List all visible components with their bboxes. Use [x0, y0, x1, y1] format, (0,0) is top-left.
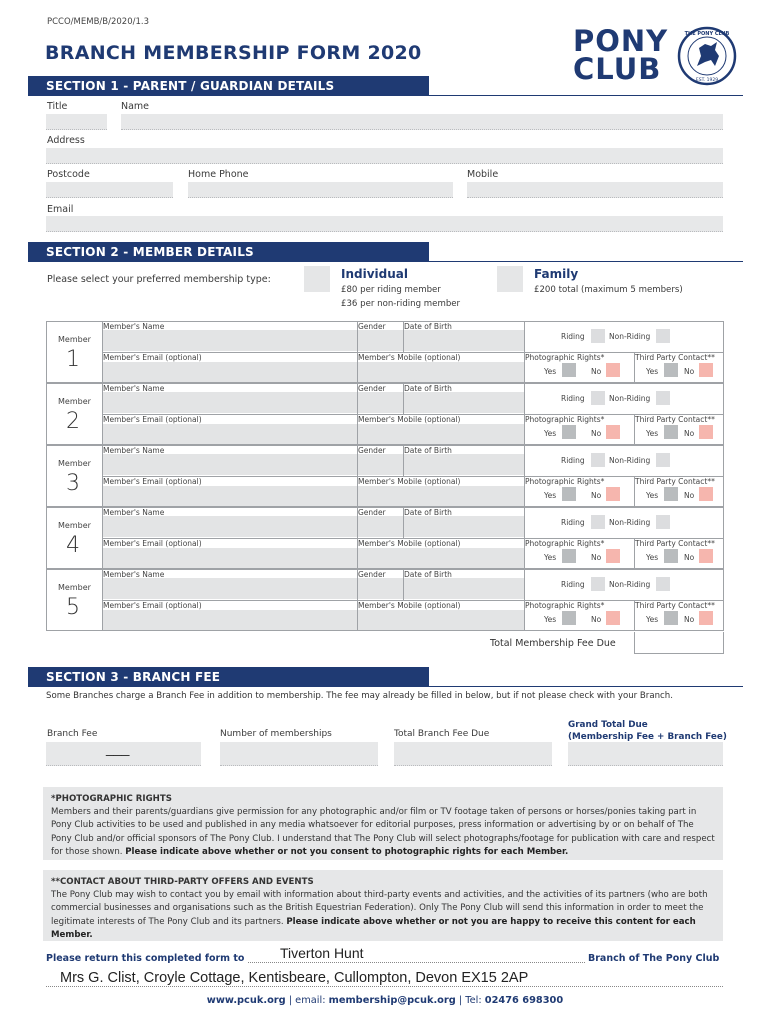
member-3-photo-yes-label: Yes: [544, 491, 557, 500]
member-2-mobile-field[interactable]: [357, 424, 524, 444]
member-1-gender-field[interactable]: [357, 330, 403, 351]
member-2-dob-label: Date of Birth: [404, 384, 452, 393]
member-1-riding-checkbox[interactable]: [591, 329, 605, 343]
member-4-label: Member: [58, 521, 91, 530]
address-field[interactable]: [46, 148, 723, 164]
num-memberships-label: Number of memberships: [220, 729, 332, 739]
badge-text: THE PONY CLUB: [684, 31, 730, 37]
member-1-photo-label: Photographic Rights*: [525, 353, 605, 362]
member-2-gender-label: Gender: [358, 384, 386, 393]
member-3-third-no-label: No: [684, 491, 695, 500]
photographic-rights-note: [43, 787, 723, 860]
home-phone-field[interactable]: [188, 182, 453, 198]
member-4-photo-no-checkbox[interactable]: [606, 549, 620, 563]
third-party-bold: Please indicate above whether or not you are happy to receive this content for each Member.: [51, 916, 696, 940]
member-5-mobile-label: Member's Mobile (optional): [358, 601, 461, 610]
member-2-mobile-label: Member's Mobile (optional): [358, 415, 461, 424]
member-4-third-yes-label: Yes: [646, 553, 659, 562]
member-1-name-field[interactable]: [102, 330, 357, 351]
grand-total-label: [568, 720, 727, 743]
section3-heading: SECTION 3 - BRANCH FEE: [28, 667, 429, 687]
member-2-nonriding-checkbox[interactable]: [656, 391, 670, 405]
total-branch-fee-label: Total Branch Fee Due: [394, 729, 490, 739]
total-membership-fee-label: Total Membership Fee Due: [490, 638, 616, 649]
section3-rule: [28, 686, 743, 687]
member-2-photo-yes-label: Yes: [544, 429, 557, 438]
member-2-email-label: Member's Email (optional): [103, 415, 202, 424]
member-5-mobile-field[interactable]: [357, 610, 524, 630]
member-2-third-label: Third Party Contact**: [635, 415, 715, 424]
member-5-photo-yes-label: Yes: [544, 615, 557, 624]
member-4-riding-label: Riding: [561, 518, 585, 527]
member-3-third-yes-checkbox[interactable]: [664, 487, 678, 501]
member-5-name-field[interactable]: [102, 578, 357, 599]
member-1-email-label: Member's Email (optional): [103, 353, 202, 362]
member-4-number: 4: [66, 533, 80, 558]
member-1-third-yes-checkbox[interactable]: [664, 363, 678, 377]
individual-label: Individual: [341, 267, 408, 281]
member-5-third-yes-label: Yes: [646, 615, 659, 624]
family-price: £200 total (maximum 5 members): [534, 285, 683, 295]
member-table-right-edge: [723, 321, 724, 631]
member-1-riding-label: Riding: [561, 332, 585, 341]
num-memberships-field[interactable]: [220, 742, 378, 766]
member-3-photo-yes-checkbox[interactable]: [562, 487, 576, 501]
member-3-name-field[interactable]: [102, 454, 357, 475]
member-3-mobile-label: Member's Mobile (optional): [358, 477, 461, 486]
member-1-third-label: Third Party Contact**: [635, 353, 715, 362]
member-2-nonriding-label: Non-Riding: [609, 394, 651, 403]
member-2-gender-field[interactable]: [357, 392, 403, 413]
name-field[interactable]: [121, 114, 723, 130]
total-membership-fee-field[interactable]: [634, 632, 724, 654]
third-party-body: [51, 889, 715, 942]
photographic-rights-heading: *PHOTOGRAPHIC RIGHTS: [51, 794, 172, 804]
footer-sep2: | Tel:: [455, 995, 485, 1006]
member-5-third-label: Third Party Contact**: [635, 601, 715, 610]
member-3-photo-no-checkbox[interactable]: [606, 487, 620, 501]
member-2-photo-yes-checkbox[interactable]: [562, 425, 576, 439]
page-title: BRANCH MEMBERSHIP FORM 2020: [45, 42, 422, 64]
member-5-riding-checkbox[interactable]: [591, 577, 605, 591]
member-1-photo-yes-label: Yes: [544, 367, 557, 376]
home-phone-label: Home Phone: [188, 169, 249, 180]
member-5-dob-field[interactable]: [403, 578, 524, 599]
member-1-photo-yes-checkbox[interactable]: [562, 363, 576, 377]
member-5-third-yes-checkbox[interactable]: [664, 611, 678, 625]
member-3-nonriding-checkbox[interactable]: [656, 453, 670, 467]
member-4-nonriding-label: Non-Riding: [609, 518, 651, 527]
member-4-photo-yes-checkbox[interactable]: [562, 549, 576, 563]
member-4-third-yes-checkbox[interactable]: [664, 549, 678, 563]
postcode-field[interactable]: [46, 182, 173, 198]
member-3-third-label: Third Party Contact**: [635, 477, 715, 486]
member-1-label: Member: [58, 335, 91, 344]
member-1-dob-field[interactable]: [403, 330, 524, 351]
branch-fee-value: ___: [106, 740, 130, 756]
member-5-email-label: Member's Email (optional): [103, 601, 202, 610]
member-3-photo-label: Photographic Rights*: [525, 477, 605, 486]
member-4-riding-checkbox[interactable]: [591, 515, 605, 529]
member-5-photo-no-label: No: [591, 615, 602, 624]
member-1-nonriding-checkbox[interactable]: [656, 329, 670, 343]
postcode-label: Postcode: [47, 169, 90, 180]
individual-price-nonriding: £36 per non-riding member: [341, 299, 461, 309]
branch-fee-label: Branch Fee: [47, 729, 98, 739]
member-2-name-label: Member's Name: [103, 384, 165, 393]
member-1-name-label: Member's Name: [103, 322, 165, 331]
member-4-third-no-checkbox[interactable]: [699, 549, 713, 563]
branch-fee-field[interactable]: [46, 742, 201, 766]
photographic-rights-text: Members and their parents/guardians give permission for any photographic and/or film or TV footage taken of persons or horses/ponies taking part in Pony Club activities to be used and published in any media whatsoever for editorial purposes, press information or advertising by or on behalf of The Pony Club and/or official sponsors of The Pony Club. I understand that The Pony Club will select photographs/footage for publication with care and respect for those shown.: [51, 807, 715, 857]
member-2-third-yes-checkbox[interactable]: [664, 425, 678, 439]
branch-name-line: [248, 962, 585, 963]
member-5-third-no-label: No: [684, 615, 695, 624]
member-4-email-field[interactable]: [102, 548, 357, 568]
member-2-label: Member: [58, 397, 91, 406]
member-2-number: 2: [66, 409, 80, 434]
email-field[interactable]: [46, 216, 723, 232]
member-3-mobile-field[interactable]: [357, 486, 524, 506]
member-1-gender-label: Gender: [358, 322, 386, 331]
member-3-riding-label: Riding: [561, 456, 585, 465]
member-5-photo-label: Photographic Rights*: [525, 601, 605, 610]
member-4-nonriding-checkbox[interactable]: [656, 515, 670, 529]
member-2-third-no-checkbox[interactable]: [699, 425, 713, 439]
section2-rule: [28, 261, 743, 262]
pony-club-logo: [570, 26, 740, 86]
member-5-gender-field[interactable]: [357, 578, 403, 599]
member-2-email-field[interactable]: [102, 424, 357, 444]
member-3-label: Member: [58, 459, 91, 468]
photographic-rights-bold: Please indicate above whether or not you consent to photographic rights for each Member.: [125, 846, 569, 857]
footer-tel: 02476 698300: [484, 995, 564, 1006]
member-3-gender-field[interactable]: [357, 454, 403, 475]
grand-total-line2: (Membership Fee + Branch Fee): [568, 731, 727, 742]
member-2-name-field[interactable]: [102, 392, 357, 413]
member-1-photo-no-label: No: [591, 367, 602, 376]
member-5-nonriding-checkbox[interactable]: [656, 577, 670, 591]
name-label: Name: [121, 101, 150, 112]
third-party-note: [43, 870, 723, 941]
member-3-nonriding-label: Non-Riding: [609, 456, 651, 465]
member-5-gender-label: Gender: [358, 570, 386, 579]
member-4-third-no-label: No: [684, 553, 695, 562]
member-3-photo-no-label: No: [591, 491, 602, 500]
third-party-text: The Pony Club may wish to contact you by email with information about third-party events and activities, and the activities of its partners (who are both commercial businesses and organisations such as the British Equestrian Federation). Only The Pony Club will send this information in order to meet the legitimate interests of The Pony Club and its partners.: [51, 890, 708, 927]
member-3-number: 3: [66, 471, 80, 496]
member-5-number: 5: [66, 595, 80, 620]
individual-price-riding: £80 per riding member: [341, 285, 441, 295]
member-2-dob-field[interactable]: [403, 392, 524, 413]
member-4-photo-no-label: No: [591, 553, 602, 562]
member-1-third-no-checkbox[interactable]: [699, 363, 713, 377]
member-2-third-yes-label: Yes: [646, 429, 659, 438]
photographic-rights-body: [51, 806, 715, 859]
footer-email-link[interactable]: membership@pcuk.org: [328, 995, 456, 1006]
mobile-label: Mobile: [467, 169, 499, 180]
member-5-third-no-checkbox[interactable]: [699, 611, 713, 625]
member-1-photo-no-checkbox[interactable]: [606, 363, 620, 377]
logo-text-club: CLUB: [573, 52, 662, 86]
member-1-third-no-label: No: [684, 367, 695, 376]
member-4-gender-field[interactable]: [357, 516, 403, 537]
member-5-riding-label: Riding: [561, 580, 585, 589]
logo-text-pony: PONY: [573, 24, 669, 58]
member-4-email-label: Member's Email (optional): [103, 539, 202, 548]
member-3-gender-label: Gender: [358, 446, 386, 455]
member-4-name-label: Member's Name: [103, 508, 165, 517]
title-field[interactable]: [46, 114, 107, 130]
member-5-dob-label: Date of Birth: [404, 570, 452, 579]
member-3-name-label: Member's Name: [103, 446, 165, 455]
member-4-photo-yes-label: Yes: [544, 553, 557, 562]
section1-heading: SECTION 1 - PARENT / GUARDIAN DETAILS: [28, 76, 429, 96]
family-checkbox[interactable]: [497, 266, 523, 292]
member-4-third-label: Third Party Contact**: [635, 539, 715, 548]
member-3-riding-checkbox[interactable]: [591, 453, 605, 467]
member-1-number: 1: [66, 347, 80, 372]
member-2-photo-no-label: No: [591, 429, 602, 438]
email-label: Email: [47, 204, 74, 215]
pony-club-badge-icon: [677, 26, 737, 86]
member-4-dob-label: Date of Birth: [404, 508, 452, 517]
member-4-name-field[interactable]: [102, 516, 357, 537]
doc-code: PCCO/MEMB/B/2020/1.3: [47, 17, 149, 27]
member-1-dob-label: Date of Birth: [404, 322, 452, 331]
family-label: Family: [534, 267, 579, 281]
member-table: [46, 321, 724, 631]
member-5-name-label: Member's Name: [103, 570, 165, 579]
member-3-email-field[interactable]: [102, 486, 357, 506]
member-1-email-field[interactable]: [102, 362, 357, 382]
third-party-heading: **CONTACT ABOUT THIRD-PARTY OFFERS AND EVENTS: [51, 877, 314, 887]
member-3-third-yes-label: Yes: [646, 491, 659, 500]
section2-heading: SECTION 2 - MEMBER DETAILS: [28, 242, 429, 262]
member-5-photo-no-checkbox[interactable]: [606, 611, 620, 625]
grand-total-field[interactable]: [568, 742, 723, 766]
membership-type-prompt: Please select your preferred membership type:: [47, 274, 271, 285]
member-3-dob-label: Date of Birth: [404, 446, 452, 455]
return-label: Please return this completed form to: [46, 953, 245, 964]
member-4-gender-label: Gender: [358, 508, 386, 517]
member-3-email-label: Member's Email (optional): [103, 477, 202, 486]
footer-sep1: | email:: [285, 995, 329, 1006]
section1-rule: [28, 95, 743, 96]
mobile-field[interactable]: [467, 182, 723, 198]
footer-web-link[interactable]: www.pcuk.org: [206, 995, 286, 1006]
grand-total-line1: Grand Total Due: [568, 720, 648, 730]
return-address-value[interactable]: Mrs G. Clist, Croyle Cottage, Kentisbeare, Cullompton, Devon EX15 2AP: [60, 970, 529, 986]
total-branch-fee-field[interactable]: [394, 742, 552, 766]
address-line: [46, 986, 723, 987]
member-5-photo-yes-checkbox[interactable]: [562, 611, 576, 625]
title-label: Title: [47, 101, 68, 112]
member-3-third-no-checkbox[interactable]: [699, 487, 713, 501]
member-4-photo-label: Photographic Rights*: [525, 539, 605, 548]
member-2-third-no-label: No: [684, 429, 695, 438]
member-1-nonriding-label: Non-Riding: [609, 332, 651, 341]
member-1-mobile-field[interactable]: [357, 362, 524, 382]
member-5-nonriding-label: Non-Riding: [609, 580, 651, 589]
member-1-third-yes-label: Yes: [646, 367, 659, 376]
badge-year: EST. 1929: [695, 78, 719, 83]
address-label: Address: [47, 135, 85, 146]
individual-checkbox[interactable]: [304, 266, 330, 292]
branch-fee-intro: Some Branches charge a Branch Fee in addition to membership. The fee may already be filled in below, but if not please check with your Branch.: [46, 691, 673, 701]
member-2-riding-label: Riding: [561, 394, 585, 403]
member-2-photo-no-checkbox[interactable]: [606, 425, 620, 439]
footer: [0, 995, 770, 1006]
branch-suffix: Branch of The Pony Club: [588, 953, 720, 964]
member-4-mobile-field[interactable]: [357, 548, 524, 568]
member-2-riding-checkbox[interactable]: [591, 391, 605, 405]
member-1-mobile-label: Member's Mobile (optional): [358, 353, 461, 362]
member-3-dob-field[interactable]: [403, 454, 524, 475]
member-2-photo-label: Photographic Rights*: [525, 415, 605, 424]
member-5-label: Member: [58, 583, 91, 592]
member-4-mobile-label: Member's Mobile (optional): [358, 539, 461, 548]
branch-name-value[interactable]: Tiverton Hunt: [280, 945, 364, 961]
member-5-email-field[interactable]: [102, 610, 357, 630]
member-4-dob-field[interactable]: [403, 516, 524, 537]
